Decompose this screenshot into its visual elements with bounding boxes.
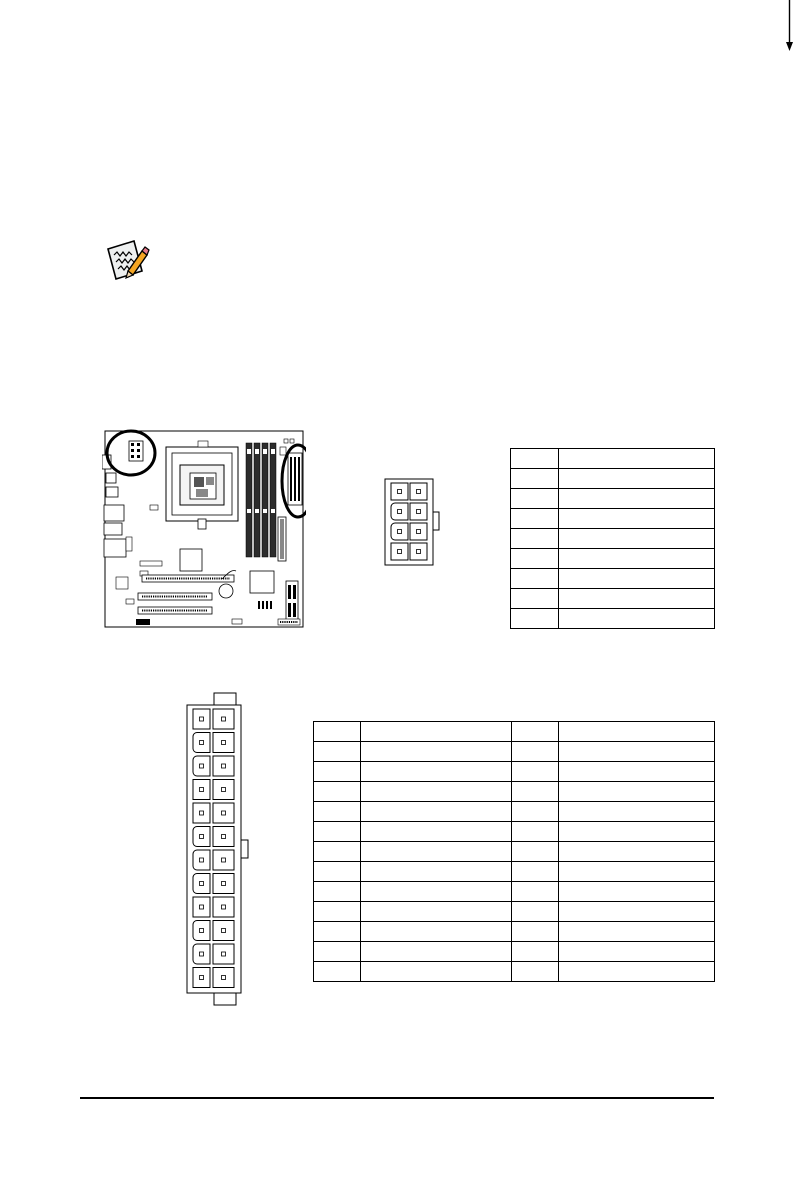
table-cell [512,962,559,982]
table-cell [559,489,715,509]
table-cell [511,569,559,589]
table-cell [559,802,715,822]
table-row [314,862,715,882]
table-cell [314,782,361,802]
table-row [511,469,715,489]
table-cell [512,742,559,762]
page-tab-marker [785,0,794,52]
motherboard-layout-icon [102,429,306,631]
table-cell [559,842,715,862]
table-cell [559,962,715,982]
table-cell [559,549,715,569]
table-row [314,942,715,962]
table-cell [559,569,715,589]
table-cell [314,822,361,842]
table-cell [511,489,559,509]
table-row [314,782,715,802]
table-row [314,822,715,842]
table-cell [511,449,559,469]
table-cell [314,742,361,762]
table-row [314,842,715,862]
table-cell [511,529,559,549]
table-cell [361,762,512,782]
table-row [314,962,715,982]
table-cell [361,722,512,742]
note-icon [104,237,150,283]
table-cell [559,942,715,962]
table-cell [559,742,715,762]
table-cell [559,449,715,469]
table-cell [314,902,361,922]
table-cell [361,862,512,882]
table-cell [512,882,559,902]
table-cell [314,802,361,822]
table-cell [314,722,361,742]
table-cell [511,589,559,609]
table-cell [314,882,361,902]
table-cell [511,549,559,569]
table-row [511,549,715,569]
table-row [314,802,715,822]
table-cell [314,942,361,962]
table-cell [361,942,512,962]
table-row [511,589,715,609]
table-cell [361,902,512,922]
table-cell [559,509,715,529]
table-cell [314,962,361,982]
table-cell [512,722,559,742]
table-cell [361,782,512,802]
table-cell [559,782,715,802]
table-cell [512,902,559,922]
table-row [511,449,715,469]
table-cell [559,902,715,922]
table-cell [559,529,715,549]
table-row [314,722,715,742]
table-row [511,529,715,549]
table-cell [361,882,512,902]
table-cell [559,469,715,489]
table-row [314,742,715,762]
table-cell [512,782,559,802]
table-cell [314,862,361,882]
table-cell [361,822,512,842]
table-cell [511,509,559,529]
table-cell [314,922,361,942]
table-cell [512,862,559,882]
table-row [314,882,715,902]
footer-rule [80,1097,714,1099]
table-cell [361,742,512,762]
table-row [511,509,715,529]
table-cell [361,802,512,822]
table-cell [559,882,715,902]
table-row [314,902,715,922]
table-cell [559,862,715,882]
table-row [511,489,715,509]
table-cell [559,762,715,782]
table-cell [512,762,559,782]
cpu-power-connector-icon [384,478,454,568]
table-cell [512,942,559,962]
table-cell [559,589,715,609]
table-row [314,922,715,942]
table-cell [361,922,512,942]
atx-power-pin-table [313,721,715,982]
table-row [314,762,715,782]
cpu-power-pin-table [510,448,715,629]
atx-power-connector-icon [186,692,256,1006]
table-cell [361,842,512,862]
table-cell [559,822,715,842]
table-cell [512,802,559,822]
table-cell [559,922,715,942]
table-cell [314,842,361,862]
table-row [511,609,715,629]
table-cell [512,922,559,942]
table-cell [512,822,559,842]
table-cell [559,609,715,629]
table-cell [512,842,559,862]
table-cell [314,762,361,782]
table-cell [511,469,559,489]
table-cell [559,722,715,742]
table-row [511,569,715,589]
table-cell [511,609,559,629]
table-cell [361,962,512,982]
